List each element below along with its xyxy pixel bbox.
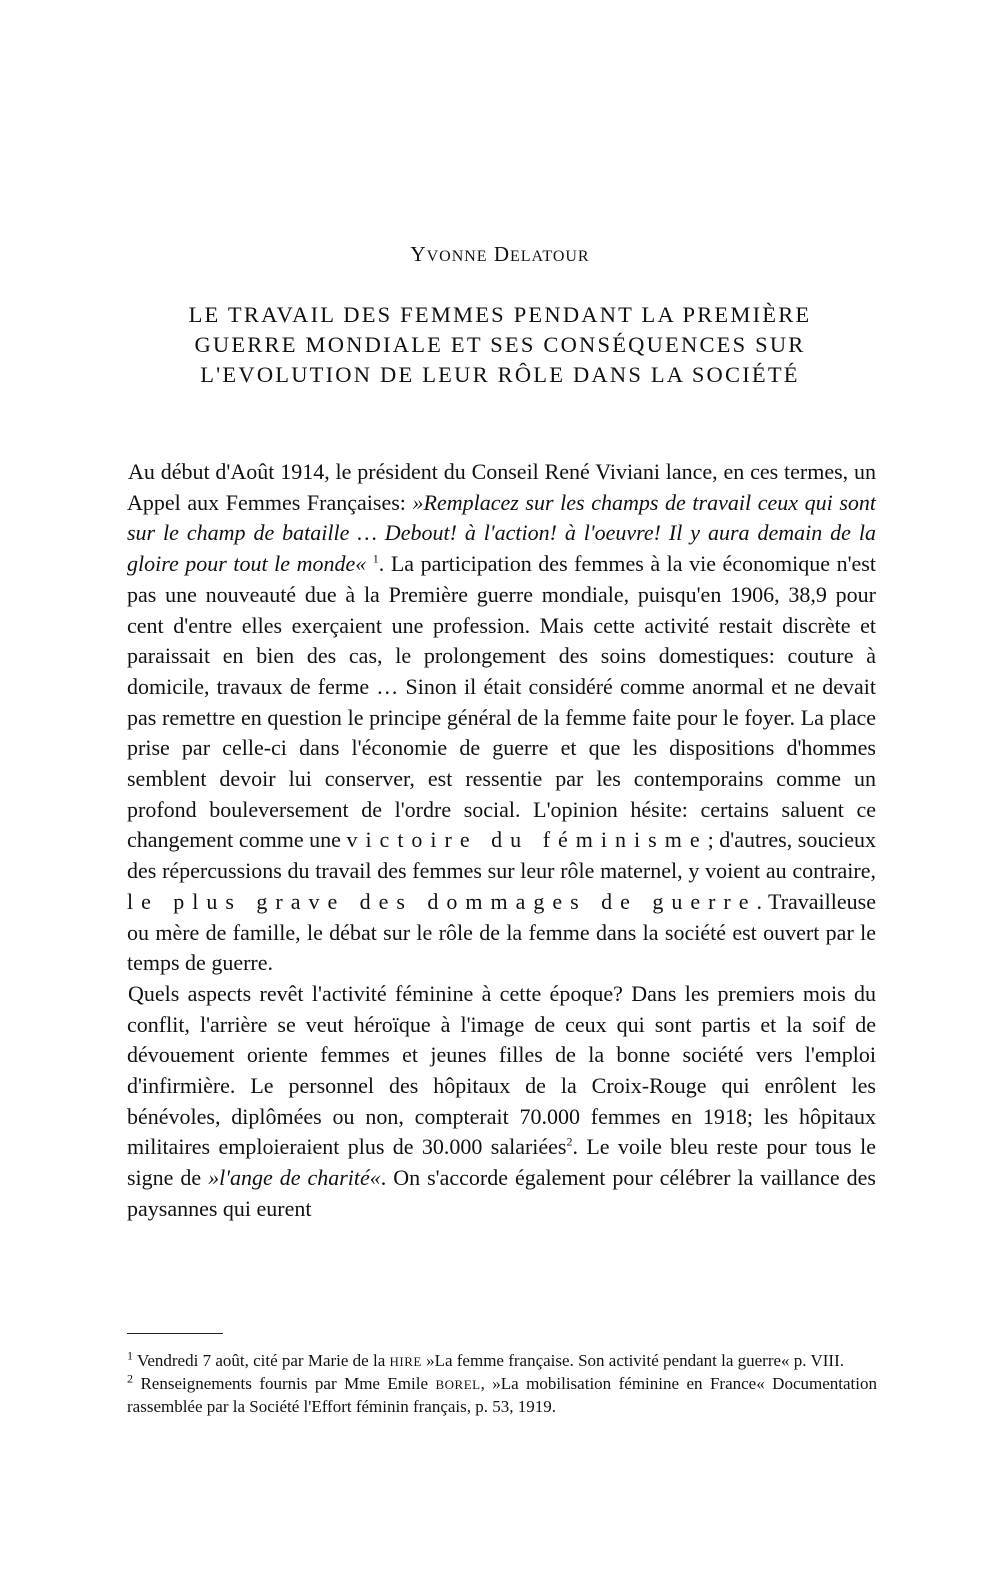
footnote-ref-1[interactable]: 1 [372,551,379,566]
title-line-3: L'EVOLUTION DE LEUR RÔLE DANS LA SOCIÉTÉ [200,362,800,387]
paragraph-1-text-a: Au début d'Août 1914, le président du Conseil René Viviani lance, en ces termes, un Appel aux Femmes Françaises: [127,459,876,515]
spaced-phrase-feminisme: victoire du féminisme [346,827,708,853]
footnotes [127,1350,877,1418]
article-title [140,300,860,390]
paragraph-2-text-a: Quels aspects revêt l'activité féminine à cette époque? Dans les premiers mois du conflit, l'arrière se veut héroïque à l'image de ceux qui sont partis et la soif de dévouement oriente femmes et jeunes filles de la bonne société vers l'emploi d'infirmière. Le personnel des hôpitaux de la Croix-Rouge qui enrôlent les bénévoles, diplômées ou non, compterait 70.000 femmes en 1918; les hôpitaux militaires emploieraient plus de 30.000 salariées [127,980,876,1160]
paragraph-1 [127,457,876,979]
paragraph-2-text-b: . Le voile bleu reste pour tous le signe de [127,1134,876,1191]
author-last-name: DELATOUR [493,242,590,266]
paragraph-1-text-c: ; d'autres, soucieux des répercussions du travail des femmes sur leur rôle maternel, y voient au contraire, [127,827,876,884]
title-line-2: GUERRE MONDIALE ET SES CONSÉQUENCES SUR [194,332,806,357]
footnote-1 [127,1350,877,1373]
author-name [0,242,1000,267]
footnote-1-text-b: »La femme française. Son activité pendant la guerre« p. VIII. [421,1351,844,1370]
title-line-1: LE TRAVAIL DES FEMMES PENDANT LA PREMIÈRE [188,302,812,327]
footnote-2-text-b: , »La mobilisation féminine en France« Documentation rassemblée par la Société l'Effort féminin français, p. 53, 1919. [127,1374,877,1416]
footnote-1-text-a: Vendredi 7 août, cité par Marie de la [136,1351,390,1370]
footnote-divider [127,1333,223,1334]
viviani-quote: »Remplacez sur les champs de travail ceux qui sont sur le champ de bataille … Debout! à l'action! à l'oeuvre! Il y aura demain de la gloire pour tout le monde« [127,489,876,577]
footnote-2-smallcaps: BOREL [435,1377,481,1392]
footnote-2 [127,1373,877,1418]
footnote-1-smallcaps: HIRE [389,1354,422,1369]
spaced-phrase-dommages: le plus grave des dommages de guerre [127,888,757,914]
footnote-2-mark: 2 [127,1371,133,1386]
footnote-ref-2[interactable]: 2 [566,1135,573,1150]
paragraph-1-text-b: . La participation des femmes à la vie économique n'est pas une nouveauté due à la Première guerre mondiale, puisqu'en 1906, 38,9 pour cent d'entre elles exerçaient une profession. Mais cette activité restait discrète et paraissait en bien des cas, le prolongement des soins domestiques: couture à domicile, travaux de ferme … Sinon il était considéré comme anormal et ne devait pas remettre en question le principe général de la femme faite pour le foyer. La place prise par celle-ci dans l'économie de guerre et que les dispositions d'hommes semblent devoir lui conserver, est ressentie par les contemporains comme un profond bouleversement de l'ordre social. L'opinion hésite: certains saluent ce changement comme une [127,551,876,853]
ange-de-charite-quote: »l'ange de charité« [208,1165,381,1191]
article-body [127,457,876,1225]
footnote-1-mark: 1 [127,1348,133,1363]
paragraph-2 [127,979,876,1225]
footnote-2-text-a: Renseignements fournis par Mme Emile [140,1374,436,1393]
paragraph-1-text-d: . Travailleuse ou mère de famille, le débat sur le rôle de la femme dans la société est ouvert par le temps de guerre. [127,888,876,976]
author-first-name: YVONNE [410,242,488,266]
paragraph-2-text-c: . On s'accorde également pour célébrer la vaillance des paysannes qui eurent [127,1165,876,1221]
